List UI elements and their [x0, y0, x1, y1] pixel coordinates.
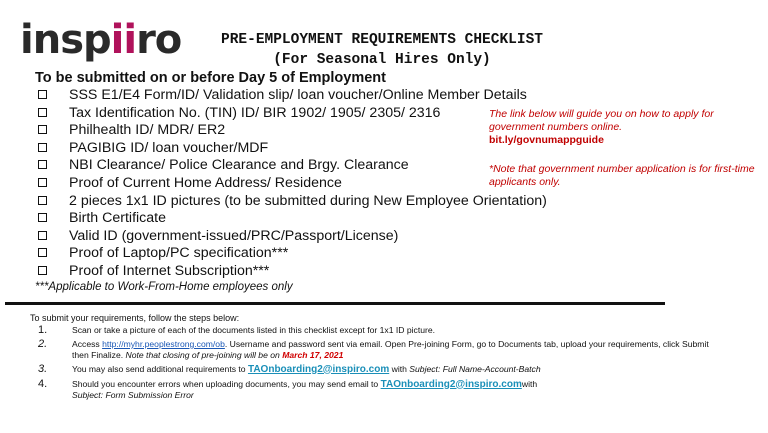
document-title: [182, 30, 582, 70]
wfh-footnote: ***Applicable to Work-From-Home employees only: [35, 281, 293, 293]
checklist-item: Proof of Internet Subscription***: [38, 263, 598, 281]
instruction-steps: [30, 325, 710, 404]
gov-numbers-guide-note: [489, 108, 759, 147]
checkbox-icon[interactable]: [38, 231, 47, 240]
checklist-item: PAGIBIG ID/ loan voucher/MDF: [38, 140, 598, 158]
checkbox-icon[interactable]: [38, 213, 47, 222]
instructions-intro: To submit your requirements, follow the steps below:: [30, 313, 240, 323]
submission-deadline-heading: To be submitted on or before Day 5 of Employment: [35, 70, 386, 86]
checklist-item: Proof of Laptop/PC specification***: [38, 245, 598, 263]
checkbox-icon[interactable]: [38, 143, 47, 152]
step-number: 3.: [38, 362, 48, 375]
checkbox-icon[interactable]: [38, 108, 47, 117]
inspiro-logo: inspiiro: [20, 17, 182, 63]
step-text: Scan or take a picture of each of the documents listed in this checklist except for 1x1 ID picture.: [72, 325, 436, 335]
checkbox-icon[interactable]: [38, 248, 47, 257]
onboarding-email-link[interactable]: TAOnboarding2@inspiro.com: [247, 363, 390, 375]
step-text: Should you encounter errors when uploading documents, you may send email to TAOnboarding2@inspiro.comwith Subject: Form Submission Error: [72, 378, 538, 400]
step-2: [30, 339, 710, 360]
checklist-item: 2 pieces 1x1 ID pictures (to be submitted during New Employee Orientation): [38, 193, 598, 211]
checklist-item: Valid ID (government-issued/PRC/Passport/License): [38, 228, 598, 246]
checklist-item: Proof of Current Home Address/ Residence: [38, 175, 598, 193]
closing-date: March 17, 2021: [282, 349, 344, 360]
checkbox-icon[interactable]: [38, 266, 47, 275]
step-1: [30, 325, 710, 336]
title-line-1: PRE-EMPLOYMENT REQUIREMENTS CHECKLIST: [221, 32, 543, 48]
checklist-item: Tax Identification No. (TIN) ID/ BIR 1902/ 1905/ 2305/ 2316: [38, 105, 598, 123]
checkbox-icon[interactable]: [38, 196, 47, 205]
onboarding-email-link[interactable]: TAOnboarding2@inspiro.com: [380, 378, 522, 390]
portal-link[interactable]: http://myhr.peoplestrong.com/ob: [102, 339, 225, 349]
title-line-2: (For Seasonal Hires Only): [273, 52, 491, 68]
checkbox-icon[interactable]: [38, 90, 47, 99]
guide-link[interactable]: bit.ly/govnumappguide: [489, 134, 604, 146]
checkbox-icon[interactable]: [38, 160, 47, 169]
step-text: Access http://myhr.peoplestrong.com/ob. Username and password sent via email. Open Pre-joining Form, go to Documents tab, upload your requirements, click Submit then Finalize. Note that closing of pre-joining will be on March 17, 2021: [72, 339, 709, 360]
checklist-item: NBI Clearance/ Police Clearance and Brgy. Clearance: [38, 157, 598, 175]
checklist-item: SSS E1/E4 Form/ID/ Validation slip/ loan voucher/Online Member Details: [38, 87, 598, 105]
step-number: 4.: [38, 377, 48, 390]
checkbox-icon[interactable]: [38, 178, 47, 187]
guide-note-text: The link below will guide you on how to apply for government numbers online.: [489, 108, 714, 133]
step-number: 1.: [38, 324, 48, 336]
checkbox-icon[interactable]: [38, 125, 47, 134]
checklist-item: Birth Certificate: [38, 210, 598, 228]
first-time-applicant-note: *Note that government number application is for first-time applicants only.: [489, 163, 755, 188]
checklist-item: Philhealth ID/ MDR/ ER2: [38, 122, 598, 140]
step-text: You may also send additional requirements to TAOnboarding2@inspiro.com with Subject: Full Name-Account-Batch: [72, 363, 541, 375]
section-divider: [5, 302, 665, 305]
step-number: 2.: [38, 338, 48, 350]
step-3: [30, 364, 710, 376]
step-4: [30, 379, 710, 401]
